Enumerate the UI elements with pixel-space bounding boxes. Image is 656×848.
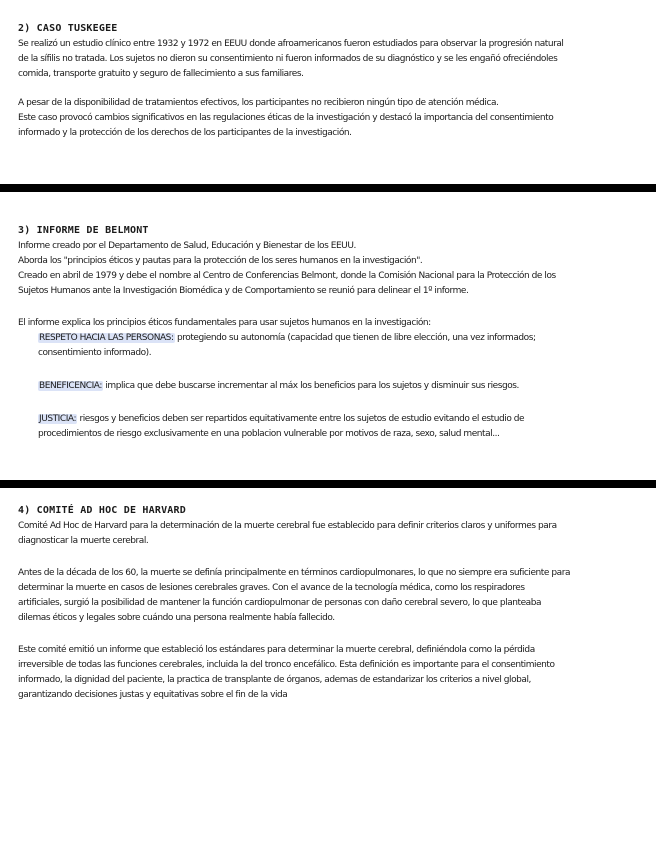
principle-text: protegiendo su autonomía (capacidad que tienen de libre elección, una vez informados; [174, 333, 536, 343]
section-divider [0, 480, 656, 488]
body-line: Sujetos Humanos ante la Investigación Biomédica y de Comportamiento se reunió para delinear el 1º informe. [18, 286, 469, 296]
body-line: A pesar de la disponibilidad de tratamientos efectivos, los participantes no recibieron ningún tipo de atención médica. [18, 98, 499, 108]
paragraph-gap [18, 549, 638, 566]
body-line: Aborda los "principios éticos y pautas para la protección de los seres humanos en la investigación". [18, 256, 423, 266]
body-line: Informe creado por el Departamento de Salud, Educación y Bienestar de los EEUU. [18, 241, 356, 251]
paragraph-gap [18, 394, 638, 412]
body-line: Se realizó un estudio clínico entre 1932 y 1972 en EEUU donde afroamericanos fueron estudiados para observar la progresión natural [18, 39, 564, 49]
body-line: irreversible de todas las funciones cerebrales, incluida la del tronco encefálico. Esta definición es importante para el consentimiento [18, 660, 555, 670]
paragraph-gap [18, 82, 638, 96]
body-line: informado y la protección de los derechos de los participantes de la investigación. [18, 128, 352, 138]
principle-respeto [18, 331, 638, 346]
body-line: comida, transporte gratuito y seguro de fallecimiento a sus familiares. [18, 69, 304, 79]
section-harvard [18, 504, 638, 703]
body-line: consentimiento informado). [38, 348, 152, 358]
section-belmont [18, 224, 638, 442]
principle-term: RESPETO HACIA LAS PERSONAS: [39, 333, 174, 343]
body-line: procedimientos de riesgo exclusivamente en una poblacion vulnerable por motivos de raza, sexo, salud mental... [38, 429, 500, 439]
principle-text: implica que debe buscarse incrementar al máx los beneficios para los sujetos y disminuir sus riesgos. [102, 381, 519, 391]
body-line: de la sífilis no tratada. Los sujetos no dieron su consentimiento ni fueron informados de su diagnóstico y se les engañó ofreciéndoles [18, 54, 558, 64]
paragraph-gap [18, 626, 638, 643]
body-line: El informe explica los principios éticos fundamentales para usar sujetos humanos en la investigación: [18, 318, 431, 328]
body-line: informado, la dignidad del paciente, la practica de transplante de órganos, ademas de estandarizar los criterios a nivel global, [18, 675, 531, 685]
section-heading: 3) INFORME DE BELMONT [18, 225, 149, 236]
body-line: Comité Ad Hoc de Harvard para la determinación de la muerte cerebral fue establecido para definir criterios claros y uniformes para [18, 521, 557, 531]
section-tuskegee [18, 22, 638, 141]
body-line: dilemas éticos y legales sobre cuándo una persona realmente había fallecido. [18, 613, 335, 623]
body-line: Antes de la década de los 60, la muerte se definía principalmente en términos cardiopulmonares, lo que no siempre era suficiente para [18, 568, 571, 578]
section-heading: 2) CASO TUSKEGEE [18, 23, 118, 34]
principle-term: JUSTICIA: [39, 414, 77, 424]
section-heading: 4) COMITÉ AD HOC DE HARVARD [18, 505, 186, 516]
section-divider [0, 184, 656, 192]
principle-text: riesgos y beneficios deben ser repartidos equitativamente entre los sujetos de estudio evitando el estudio de [77, 414, 525, 424]
paragraph-gap [18, 361, 638, 379]
body-line: Este caso provocó cambios significativos en las regulaciones éticas de la investigación y destacó la importancia del consentimiento [18, 113, 554, 123]
body-line: garantizando decisiones justas y equitativas sobre el fin de la vida [18, 690, 288, 700]
body-line: Creado en abril de 1979 y debe el nombre al Centro de Conferencias Belmont, donde la Comisión Nacional para la Protección de los [18, 271, 556, 281]
body-line: determinar la muerte en casos de lesiones cerebrales graves. Con el avance de la tecnología médica, como los respiradores [18, 583, 525, 593]
body-line: diagnosticar la muerte cerebral. [18, 536, 149, 546]
principle-term: BENEFICENCIA: [39, 381, 102, 391]
principle-justicia [18, 412, 638, 427]
principle-beneficencia [18, 379, 638, 394]
paragraph-gap [18, 299, 638, 316]
body-line: Este comité emitió un informe que estableció los estándares para determinar la muerte cerebral, definiéndola como la pérdida [18, 645, 535, 655]
body-line: artificiales, surgió la posibilidad de mantener la función cardiopulmonar de personas con daño cerebral severo, lo que planteaba [18, 598, 542, 608]
